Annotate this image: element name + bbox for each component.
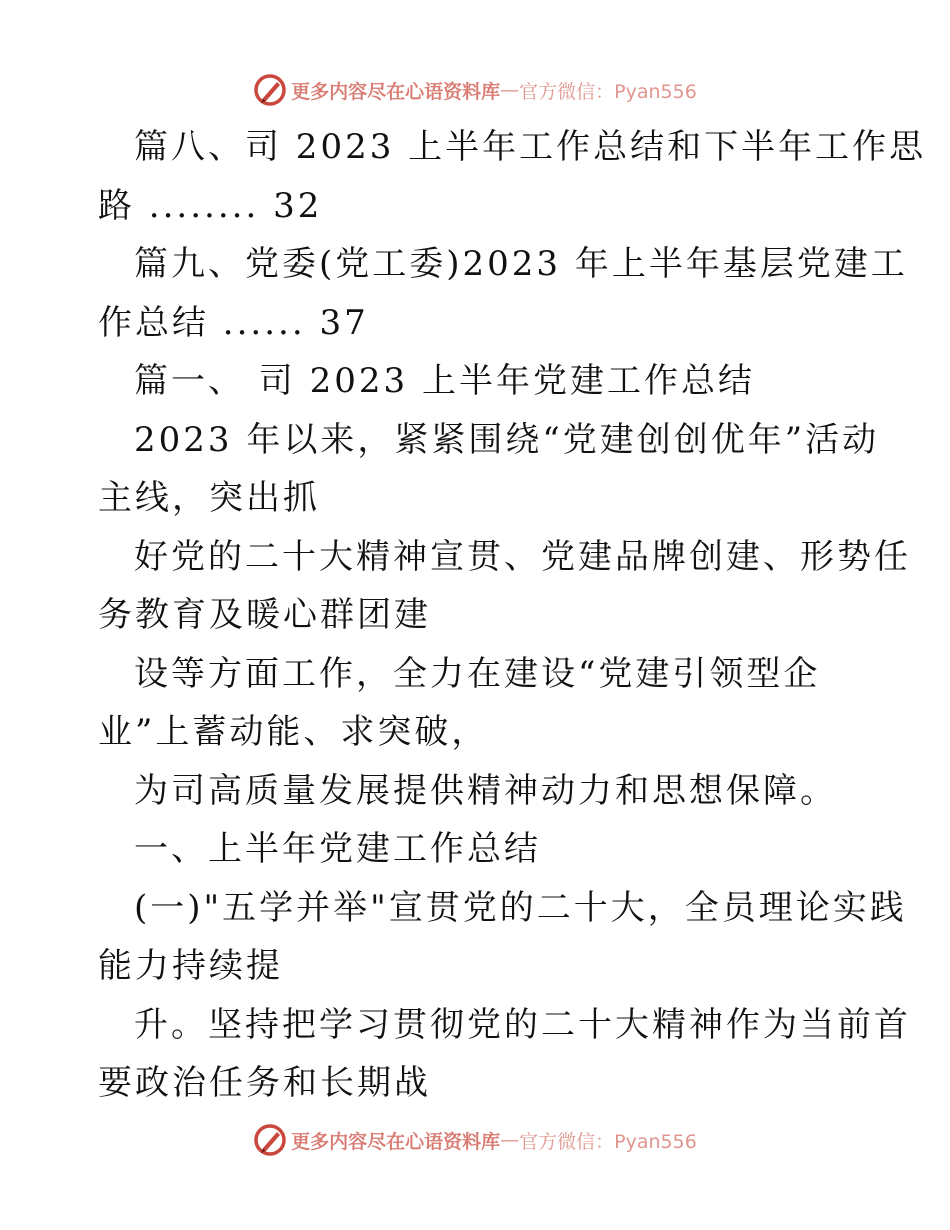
text-line: 好党的二十大精神宣贯、党建品牌创建、形势任 [134,536,911,577]
text-line: 设等方面工作，全力在建设“党建引领型企 [134,653,821,694]
text-line: 主线，突出抓 [98,478,320,518]
text-line: 业”上蓄动能、求突破， [98,712,489,752]
watermark-main-text: 更多内容尽在心语资料库 [291,80,501,103]
document-body [98,118,927,1113]
text-line: 路 ........ 32 [98,185,323,226]
text-line: 作总结 ...... 37 [98,302,369,343]
text-line: 为司高质量发展提供精神动力和思想保障。 [134,770,837,811]
watermark-sub-text: 官方微信：Pyan556 [519,1130,697,1153]
text-line: 2023 年以来，紧紧围绕“党建创创优年”活动 [134,419,880,460]
text-line: 一、上半年党建工作总结 [134,829,541,869]
text-line: 要政治任务和长期战 [98,1063,431,1103]
text-line: (一)"五学并举"宣贯党的二十大，全员理论实践 [134,887,907,928]
text-line: 篇一、 司 2023 上半年党建工作总结 [134,361,755,401]
watermark-separator: — [500,79,520,101]
text-line: 升。坚持把学习贯彻党的二十大精神作为当前首 [134,1004,911,1045]
pen-logo-icon [253,73,287,107]
pen-logo-icon [253,1123,287,1157]
watermark-separator: — [500,1129,520,1151]
text-line: 篇八、司 2023 上半年工作总结和下半年工作思 [134,127,927,167]
header-watermark [0,72,950,108]
footer-watermark [0,1122,950,1158]
text-line: 篇九、党委(党工委)2023 年上半年基层党建工 [134,244,908,284]
watermark-sub-text: 官方微信：Pyan556 [519,80,697,103]
watermark-main-text: 更多内容尽在心语资料库 [291,1130,501,1153]
text-line: 能力持续提 [98,946,283,986]
text-line: 务教育及暖心群团建 [98,595,431,635]
